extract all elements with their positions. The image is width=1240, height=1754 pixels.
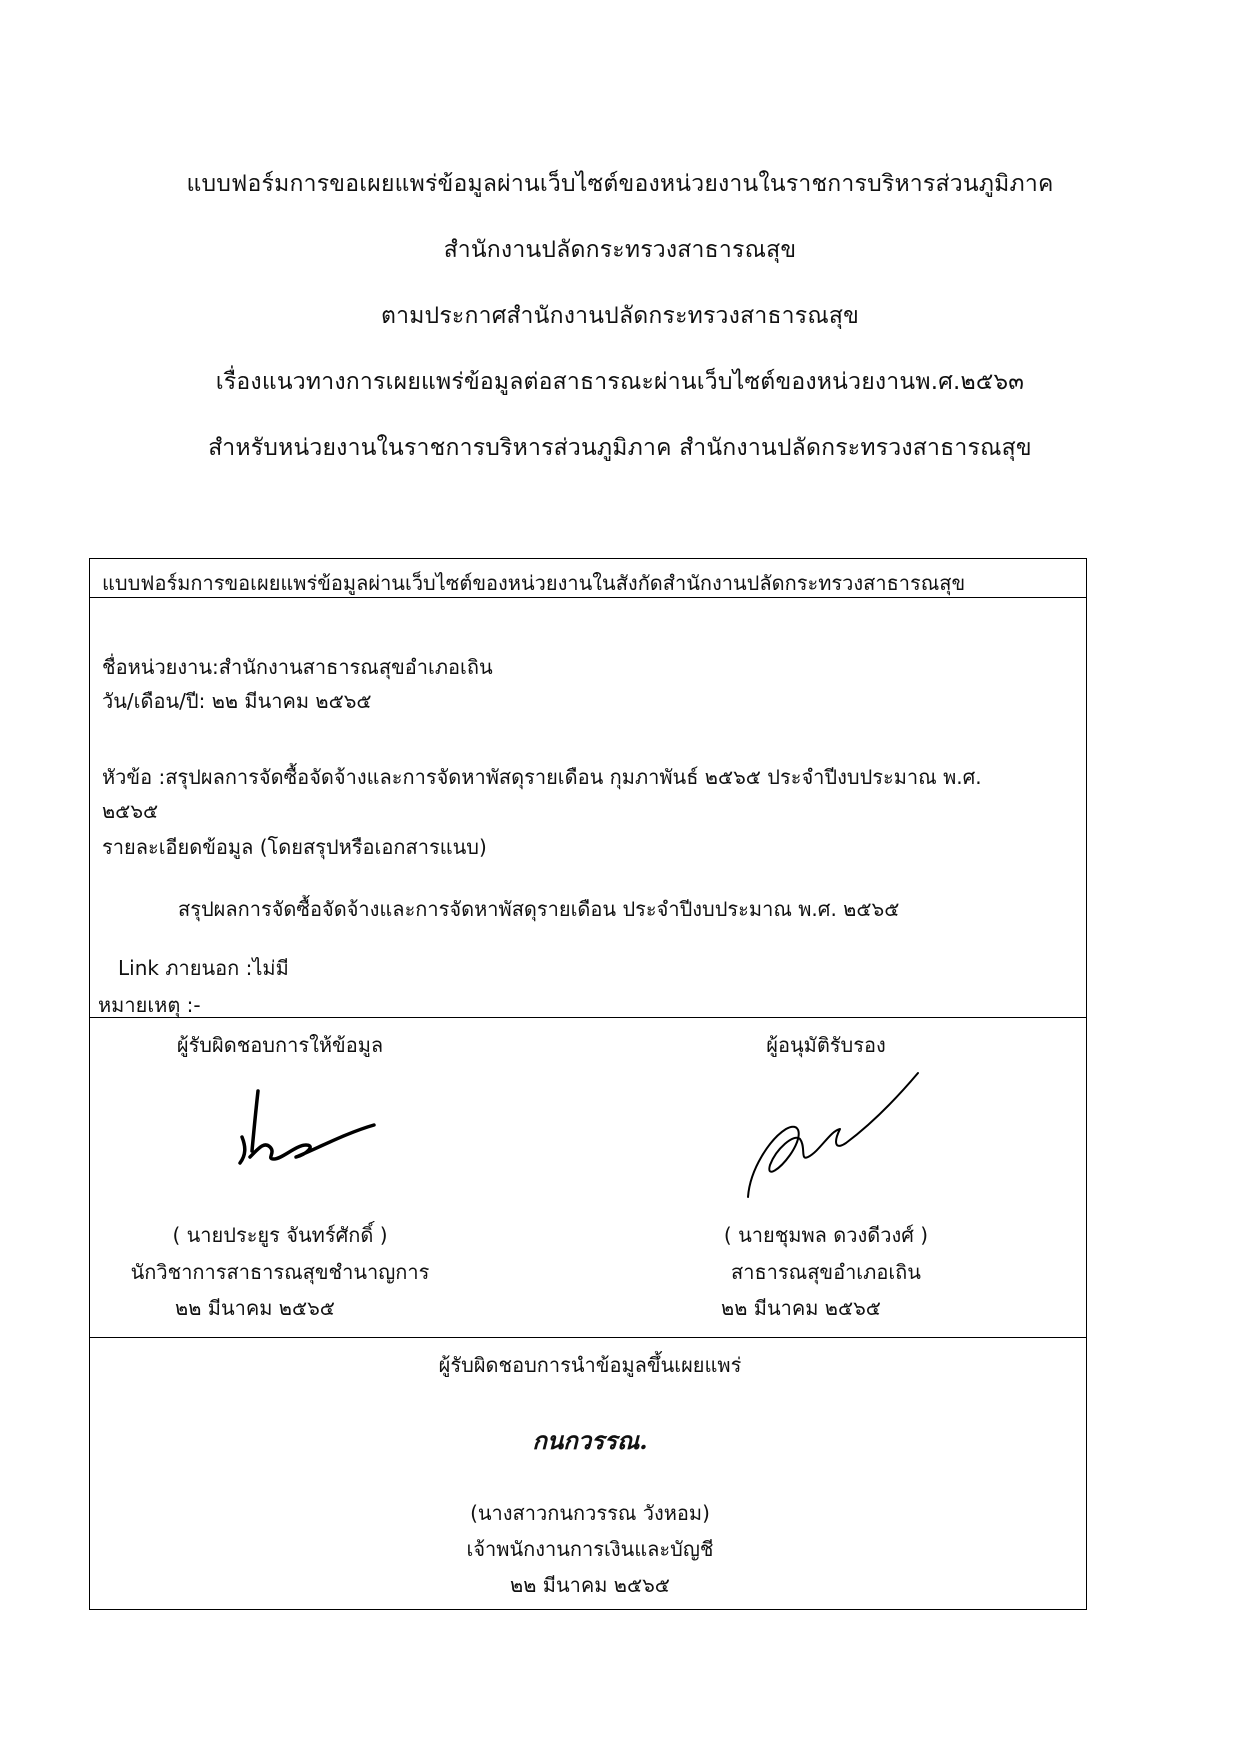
topic-value-continued: ๒๕๖๕	[102, 799, 159, 823]
approver-name: ( นายชุมพล ดวงดีวงศ์ )	[723, 1223, 929, 1247]
heading-line-5: สำหรับหน่วยงานในราชการบริหารส่วนภูมิภาค สำนักงานปลัดกระทรวงสาธารณสุข	[208, 435, 1032, 461]
unit-row	[102, 651, 493, 683]
detail-label: รายละเอียดข้อมูล (โดยสรุปหรือเอกสารแนบ)	[102, 835, 487, 859]
publisher-name: (นางสาวกนกวรรณ วังหอม)	[470, 1501, 710, 1525]
unit-label: ชื่อหน่วยงาน:	[102, 655, 219, 679]
unit-value: สำนักงานสาธารณสุขอำเภอเถิน	[218, 655, 493, 679]
publisher-role-title: ผู้รับผิดชอบการนำข้อมูลขึ้นเผยแพร่	[438, 1353, 742, 1377]
divider-publisher	[90, 1337, 1086, 1338]
link-value: ไม่มี	[252, 956, 289, 980]
heading-line-4: เรื่องแนวทางการเผยแพร่ข้อมูลต่อสาธารณะผ่านเว็บไซต์ของหน่วยงานพ.ศ.๒๕๖๓	[215, 369, 1025, 395]
responsible-signature	[236, 1089, 376, 1169]
form-table	[89, 558, 1087, 1610]
heading-line-2: สำนักงานปลัดกระทรวงสาธารณสุข	[443, 237, 797, 263]
topic-value: สรุปผลการจัดซื้อจัดจ้างและการจัดหาพัสดุรายเดือน กุมภาพันธ์ ๒๕๖๕ ประจำปีงบประมาณ พ.ศ.	[165, 765, 982, 789]
approver-date: ๒๒ มีนาคม ๒๕๖๕	[721, 1296, 881, 1320]
link-label: Link ภายนอก :	[118, 956, 253, 980]
responsible-name: ( นายประยูร จันทร์ศักดิ์ )	[172, 1223, 388, 1247]
publisher-signature: กนกวรรณ.	[532, 1426, 648, 1455]
publisher-date: ๒๒ มีนาคม ๒๕๖๕	[510, 1573, 670, 1597]
approver-role-title: ผู้อนุมัติรับรอง	[766, 1033, 886, 1057]
responsible-position: นักวิชาการสาธารณสุขชำนาญการ	[130, 1260, 430, 1284]
date-value: ๒๒ มีนาคม ๒๕๖๕	[211, 689, 372, 713]
heading-line-3: ตามประกาศสำนักงานปลัดกระทรวงสาธารณสุข	[380, 303, 860, 329]
remark-value: -	[193, 993, 201, 1017]
remark-label: หมายเหตุ :	[98, 993, 194, 1017]
divider-signatures	[90, 1017, 1086, 1018]
heading-line-1: แบบฟอร์มการขอเผยแพร่ข้อมูลผ่านเว็บไซต์ของหน่วยงานในราชการบริหารส่วนภูมิภาค	[186, 171, 1054, 197]
link-row	[118, 952, 289, 984]
approver-signature	[730, 1069, 920, 1199]
approver-position: สาธารณสุขอำเภอเถิน	[731, 1260, 921, 1284]
publisher-position: เจ้าพนักงานการเงินและบัญชี	[466, 1537, 714, 1561]
responsible-role-title: ผู้รับผิดชอบการให้ข้อมูล	[176, 1033, 384, 1057]
detail-text: สรุปผลการจัดซื้อจัดจ้างและการจัดหาพัสดุรายเดือน ประจำปีงบประมาณ พ.ศ. ๒๕๖๕	[178, 897, 900, 921]
table-title: แบบฟอร์มการขอเผยแพร่ข้อมูลผ่านเว็บไซต์ของหน่วยงานในสังกัดสำนักงานปลัดกระทรวงสาธารณสุข	[102, 571, 966, 595]
topic-row	[102, 761, 982, 793]
topic-label: หัวข้อ :	[102, 765, 166, 789]
date-row	[102, 685, 372, 717]
date-label: วัน/เดือน/ปี:	[102, 689, 206, 713]
responsible-date: ๒๒ มีนาคม ๒๕๖๕	[175, 1296, 335, 1320]
divider-title	[90, 597, 1086, 598]
